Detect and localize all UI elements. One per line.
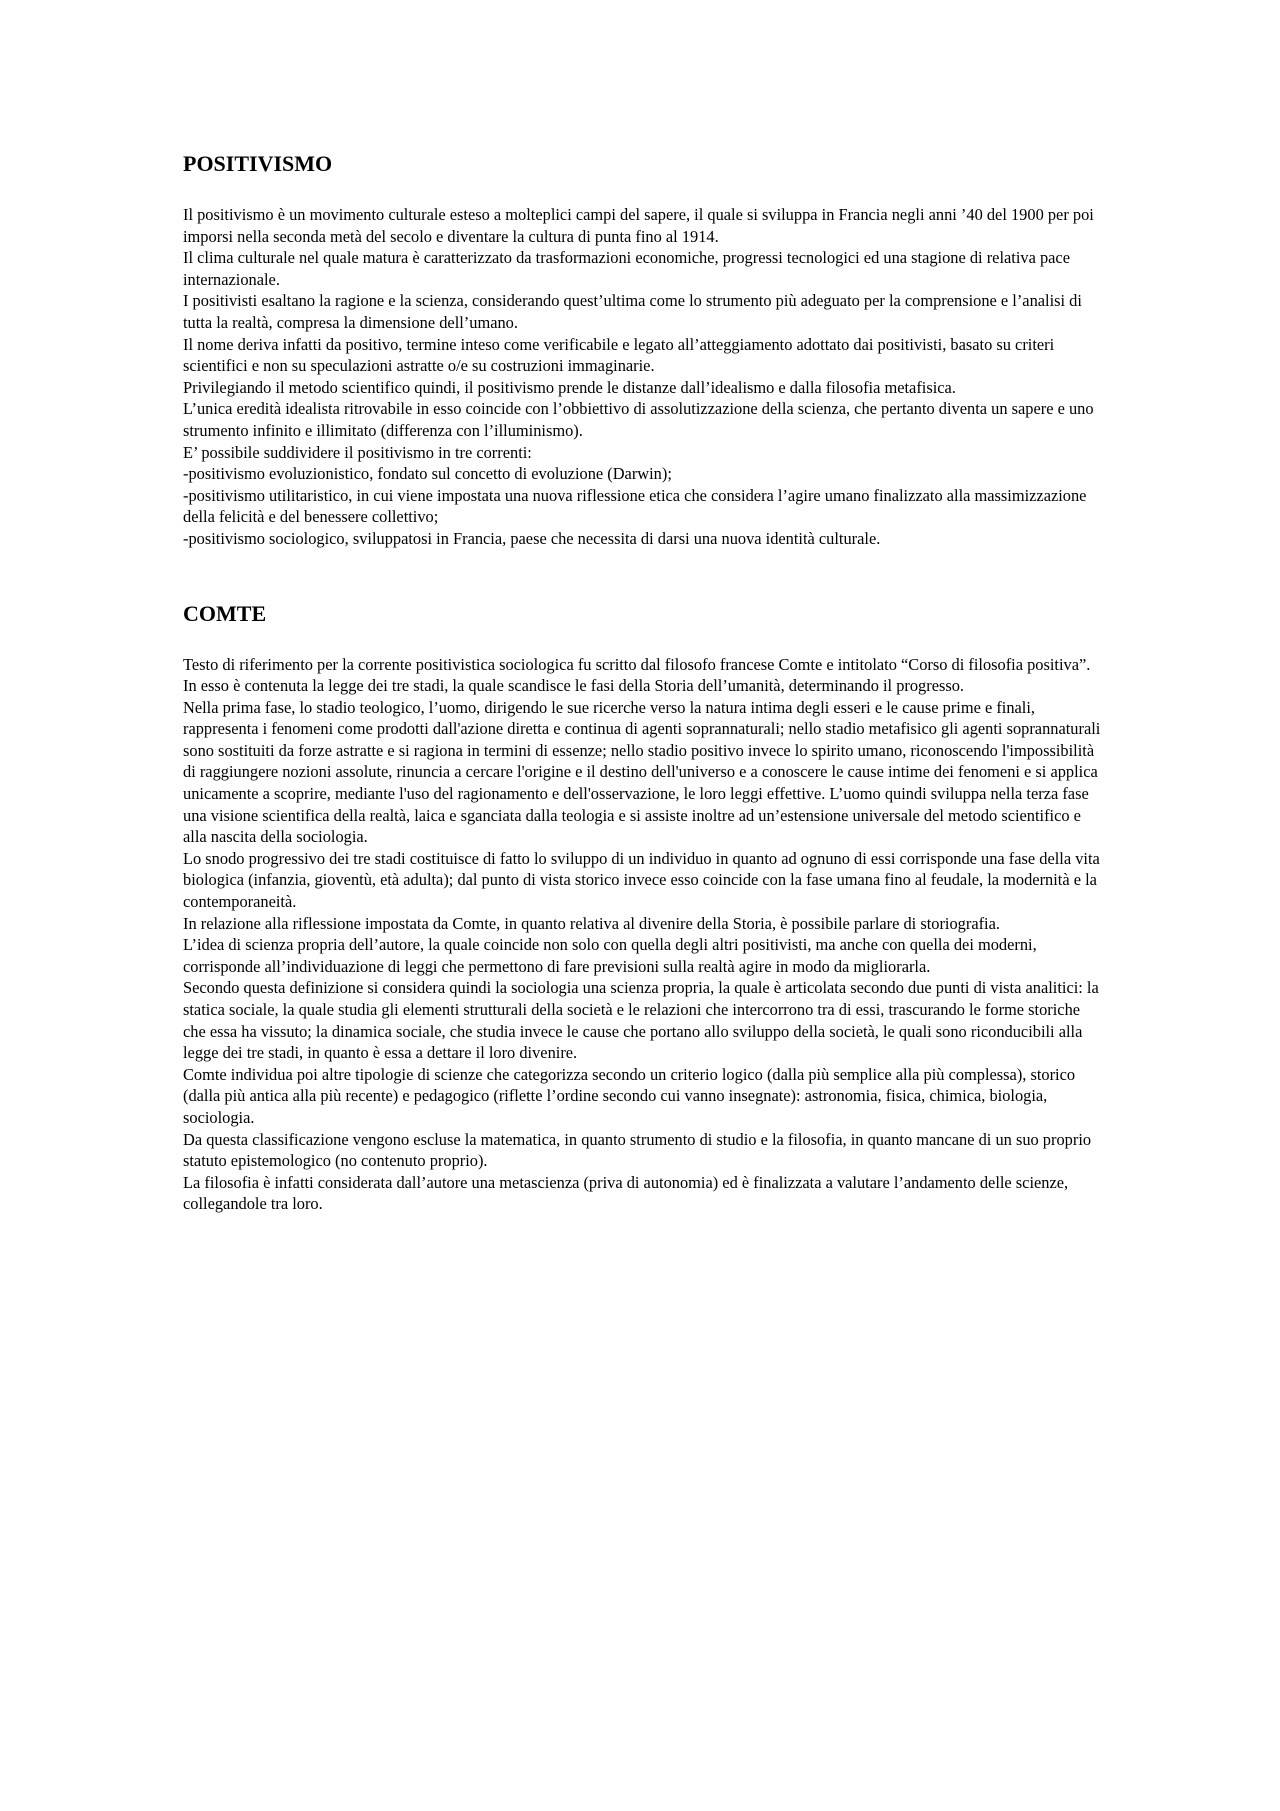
paragraph: Lo snodo progressivo dei tre stadi costituisce di fatto lo sviluppo di un individuo in quanto ad ognuno di essi corrisponde una fase della vita biologica (infanzia, gioventù, età adulta); dal punto di vista storico invece esso coincide con la fase umana fino al feudale, la modernità e la contemporaneità. [183,848,1100,912]
paragraph: Da questa classificazione vengono escluse la matematica, in quanto strumento di studio e la filosofia, in quanto mancane di un suo proprio statuto epistemologico (no contenuto proprio). [183,1129,1092,1171]
paragraph: Secondo questa definizione si considera quindi la sociologia una scienza propria, la quale è articolata secondo due punti di vista analitici: la statica sociale, la quale studia gli elementi strutturali della società e le relazioni che intercorrono tra di essi, trascurando le forme storiche che essa ha vissuto; la dinamica sociale, che studia invece le cause che portano allo sviluppo della società, le quali sono riconducibili alla legge dei tre stadi, in quanto è essa a dettare il loro divenire. [183,978,1099,1063]
section-comte [183,600,1103,1215]
list-item: -positivismo sociologico, sviluppatosi in Francia, paese che necessita di darsi una nuova identità culturale. [183,528,881,548]
paragraph: Il nome deriva infatti da positivo, termine inteso come verificabile e legato all’atteggiamento adottato dai positivisti, basato su criteri scientifici e non su speculazioni astratte o/e su costruzioni immaginarie. [183,334,1055,376]
section-positivismo [183,150,1103,550]
paragraph: Comte individua poi altre tipologie di scienze che categorizza secondo un criterio logico (dalla più semplice alla più complessa), storico (dalla più antica alla più recente) e pedagogico (riflette l’ordine secondo cui vanno insegnate): astronomia, fisica, chimica, biologia, sociologia. [183,1064,1076,1127]
paragraph: E’ possibile suddividere il positivismo in tre correnti: [183,442,532,462]
document-page [183,150,1103,1215]
paragraph: Nella prima fase, lo stadio teologico, l’uomo, dirigendo le sue ricerche verso la natura intima degli esseri e le cause prime e finali, rappresenta i fenomeni come prodotti dall'azione diretta e continua di agenti soprannaturali; nello stadio metafisico gli agenti soprannaturali sono sostituiti da forze astratte e si ragiona in termini di essenze; nello stadio positivo invece lo spirito umano, riconoscendo l'impossibilità di raggiungere nozioni assolute, rinuncia a cercare l'origine e il destino dell'universo e a conoscere le cause intime dei fenomeni e si applica unicamente a scoprire, mediante l'uso del ragionamento e dell'osservazione, le loro leggi effettive. L’uomo quindi sviluppa nella terza fase una visione scientifica della realtà, laica e sganciata dalla teologia e si assiste inoltre ad un’estensione universale del metodo scientifico e alla nascita della sociologia. [183,697,1101,847]
paragraph: L’unica eredità idealista ritrovabile in esso coincide con l’obbiettivo di assolutizzazione della scienza, che pertanto diventa un sapere e uno strumento infinito e illimitato (differenza con l’illuminismo). [183,399,1094,440]
paragraph: La filosofia è infatti considerata dall’autore una metascienza (priva di autonomia) ed è finalizzata a valutare l’andamento delle scienze, collegandole tra loro. [183,1172,1069,1214]
paragraph: In esso è contenuta la legge dei tre stadi, la quale scandisce le fasi della Storia dell’umanità, determinando il progresso. [183,676,965,696]
paragraph: Privilegiando il metodo scientifico quindi, il positivismo prende le distanze dall’idealismo e dalla filosofia metafisica. [183,377,956,397]
paragraph: L’idea di scienza propria dell’autore, la quale coincide non solo con quella degli altri positivisti, ma anche con quella dei moderni, corrisponde all’individuazione di leggi che permettono di fare previsioni sulla realtà agire in modo da migliorarla. [183,935,1037,976]
paragraph: Il positivismo è un movimento culturale esteso a molteplici campi del sapere, il quale si sviluppa in Francia negli anni ’40 del 1900 per poi imporsi nella seconda metà del secolo e diventare la cultura di punta fino al 1914. [183,205,1094,246]
list-item: -positivismo evoluzionistico, fondato sul concetto di evoluzione (Darwin); [183,464,672,484]
paragraph: Testo di riferimento per la corrente positivistica sociologica fu scritto dal filosofo francese Comte e intitolato “Corso di filosofia positiva”. [183,654,1091,674]
section-title: POSITIVISMO [183,151,333,176]
list-item: -positivismo utilitaristico, in cui viene impostata una nuova riflessione etica che considera l’agire umano finalizzato alla massimizzazione della felicità e del benessere collettivo; [183,485,1087,527]
paragraph: I positivisti esaltano la ragione e la scienza, considerando quest’ultima come lo strumento più adeguato per la comprensione e l’analisi di tutta la realtà, compresa la dimensione dell’umano. [183,291,1082,332]
paragraph: In relazione alla riflessione impostata da Comte, in quanto relativa al divenire della Storia, è possibile parlare di storiografia. [183,913,1000,933]
section-title: COMTE [183,600,267,626]
paragraph: Il clima culturale nel quale matura è caratterizzato da trasformazioni economiche, progressi tecnologici ed una stagione di relativa pace internazionale. [183,248,1070,289]
